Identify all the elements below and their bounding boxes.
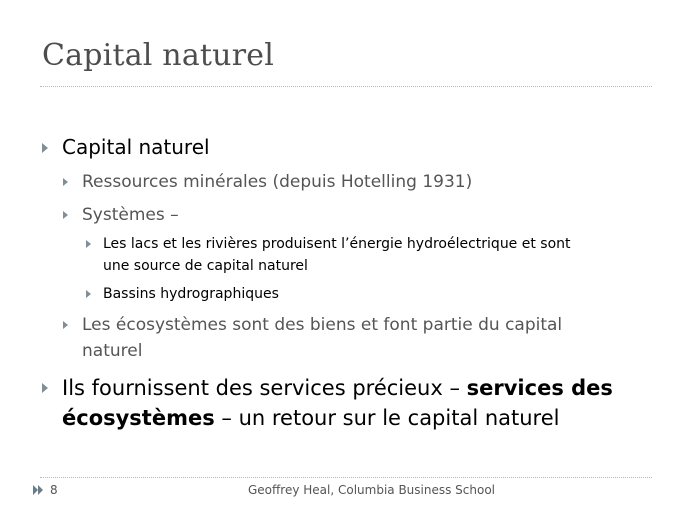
bullet-bassins-hydrographiques: Bassins hydrographiques bbox=[103, 286, 279, 302]
footer-credit: Geoffrey Heal, Columbia Business School bbox=[248, 483, 496, 497]
bullet-ressources-minerales: Ressources minérales (depuis Hotelling 1931) bbox=[82, 172, 473, 192]
page-number: 8 bbox=[50, 483, 58, 497]
bullet-ecosystemes-line2: naturel bbox=[82, 341, 143, 361]
title-divider bbox=[40, 86, 652, 87]
bullet-arrow-icon bbox=[42, 143, 48, 153]
bullet-services-line2 bbox=[62, 403, 560, 433]
slide-title: Capital naturel bbox=[42, 38, 274, 73]
bullet-arrow-icon bbox=[63, 321, 68, 329]
bullet-arrow-icon bbox=[42, 383, 48, 393]
services-text-bold2: écosystèmes bbox=[62, 406, 215, 430]
bullet-arrow-icon bbox=[86, 240, 91, 248]
services-text-bold1: services des bbox=[466, 376, 613, 400]
bullet-services-line1 bbox=[62, 373, 613, 403]
services-text-part2: – un retour sur le capital naturel bbox=[214, 406, 560, 430]
services-text-part1: Ils fournissent des services précieux – bbox=[62, 376, 467, 400]
bullet-arrow-icon bbox=[63, 178, 68, 186]
bullet-arrow-icon bbox=[63, 211, 68, 219]
bullet-lacs-rivieres-line1: Les lacs et les rivières produisent l’énergie hydroélectrique et sont bbox=[103, 236, 571, 252]
bullet-ecosystemes-line1: Les écosystèmes sont des biens et font partie du capital bbox=[82, 315, 563, 335]
bullet-capital-naturel: Capital naturel bbox=[62, 135, 210, 159]
footer-divider bbox=[40, 477, 652, 478]
bullet-systemes: Systèmes – bbox=[82, 205, 179, 225]
bullet-lacs-rivieres-line2: une source de capital naturel bbox=[103, 258, 308, 274]
bullet-arrow-icon bbox=[86, 290, 91, 298]
double-chevron-right-icon bbox=[32, 484, 44, 496]
